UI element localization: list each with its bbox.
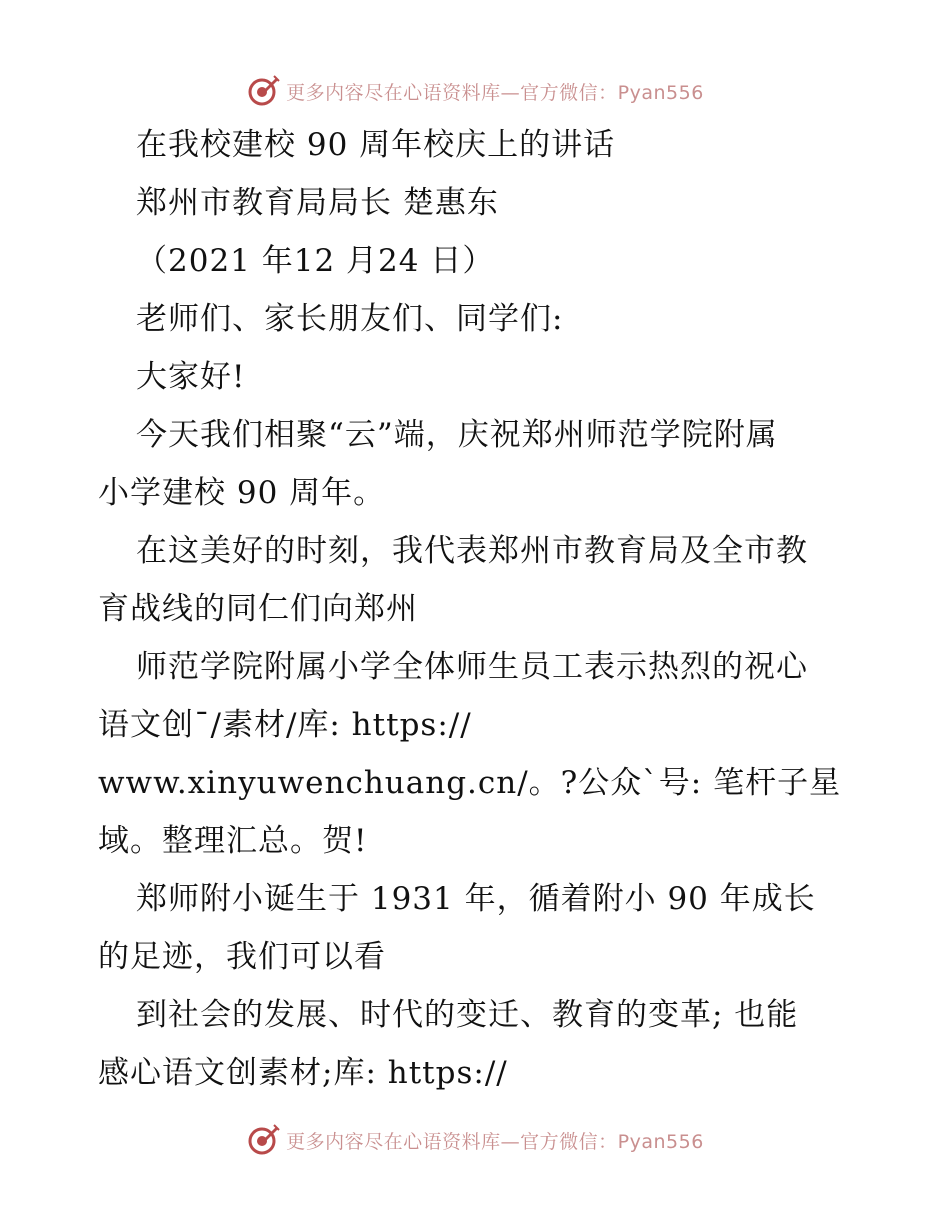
text-line: 在我校建校 90 周年校庆上的讲话 xyxy=(136,127,616,163)
document-body xyxy=(98,116,858,1102)
footer-banner xyxy=(0,1122,950,1158)
pen-logo-icon xyxy=(246,1123,280,1157)
text-line: 郑师附小诞生于 1931 年，循着附小 90 年成长 xyxy=(136,881,816,917)
text-line: 郑州市教育局局长 楚惠东 xyxy=(136,185,499,221)
text-line: 育战线的同仁们向郑州 xyxy=(98,591,418,627)
text-line: 语文创¯/素材/库: https:// xyxy=(98,707,472,743)
text-line: 老师们、家长朋友们、同学们: xyxy=(136,301,564,337)
text-line: www.xinyuwenchuang.cn/。?公众`号: 笔杆子星 xyxy=(98,765,842,801)
header-banner-text: 更多内容尽在心语资料库—官方微信： xyxy=(286,81,618,104)
text-line: 域。整理汇总。贺! xyxy=(98,823,368,859)
text-line: 的足迹，我们可以看 xyxy=(98,939,386,975)
footer-wechat-id: Pyan556 xyxy=(617,1130,704,1153)
text-line: （2021 年12 月24 日） xyxy=(136,243,495,279)
text-line: 到社会的发展、时代的变迁、教育的变革; 也能 xyxy=(136,997,799,1033)
pen-logo-icon xyxy=(246,74,280,108)
header-banner xyxy=(0,73,950,109)
text-line: 今天我们相聚“云”端，庆祝郑州师范学院附属 xyxy=(136,417,778,453)
text-line: 小学建校 90 周年。 xyxy=(98,475,386,511)
text-line: 师范学院附属小学全体师生员工表示热烈的祝心 xyxy=(136,649,808,685)
text-line: 在这美好的时刻，我代表郑州市教育局及全市教 xyxy=(136,533,808,569)
header-wechat-id: Pyan556 xyxy=(617,81,704,104)
text-line: 感心语文创素材;库: https:// xyxy=(98,1055,508,1091)
footer-banner-text: 更多内容尽在心语资料库—官方微信： xyxy=(286,1130,618,1153)
text-line: 大家好! xyxy=(136,359,246,395)
